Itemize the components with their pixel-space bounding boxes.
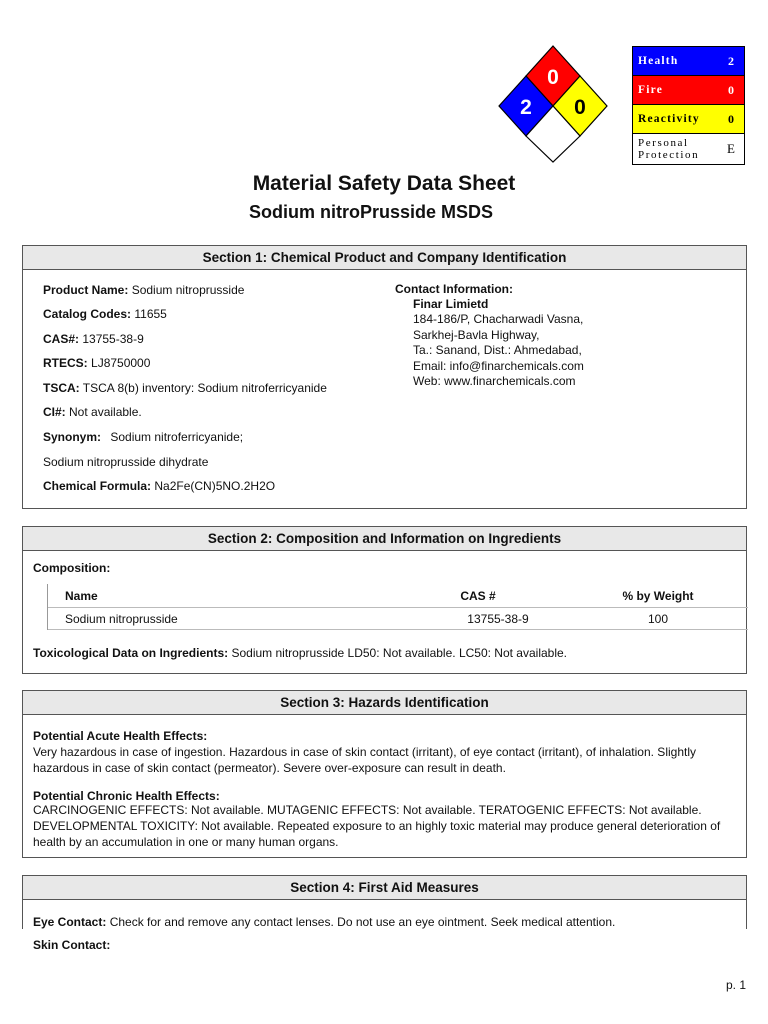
hmis-ppe-value: E (727, 141, 735, 156)
synonym-value: Sodium nitroferricyanide; (110, 430, 244, 444)
tox-data-value: Sodium nitroprusside LD50: Not available. LC50: Not available. (231, 646, 568, 660)
product-name-label: Product Name: (43, 283, 129, 297)
tox-data-line (33, 646, 567, 660)
hmis-reactivity-row (633, 105, 744, 134)
hmis-ppe-row (633, 134, 744, 164)
hmis-ppe-label-line1: Personal (638, 137, 689, 149)
ci-line (43, 405, 142, 419)
hmis-health-label: Health (638, 55, 679, 67)
section-3-heading: Section 3: Hazards Identification (23, 691, 746, 715)
chronic-effects-text: CARCINOGENIC EFFECTS: Not available. MUTAGENIC EFFECTS: Not available. TERATOGENIC EFFECTS: Not available. DEVELOPMENTAL TOXICITY: Not available. Repeated exposure to an highly toxic material may produce general deterioration of health by an accumulation in one or many human organs. (33, 803, 721, 849)
address-line-2: Sarkhej-Bavla Highway, (413, 328, 540, 342)
contact-info-label: Contact Information: (395, 282, 513, 296)
contact-web[interactable]: Web: www.finarchemicals.com (413, 374, 576, 388)
section-2 (22, 526, 747, 674)
tox-data-label: Toxicological Data on Ingredients: (33, 646, 229, 660)
composition-table (47, 584, 748, 630)
hmis-fire-value: 0 (728, 82, 734, 97)
rtecs-label: RTECS: (43, 356, 88, 370)
synonym-label: Synonym: (43, 430, 102, 444)
chronic-effects-label: Potential Chronic Health Effects: (33, 789, 220, 803)
page-number: p. 1 (725, 978, 746, 992)
hmis-reactivity-label: Reactivity (638, 113, 700, 125)
product-name-line (43, 283, 244, 297)
hmis-health-row (633, 47, 744, 76)
tsca-line (43, 381, 327, 395)
hmis-ppe-label-line2: Protection (638, 149, 700, 161)
section-3 (22, 690, 747, 858)
hmis-health-value: 2 (728, 53, 734, 68)
nfpa-reactivity-value: 0 (574, 96, 586, 119)
tsca-value: TSCA 8(b) inventory: Sodium nitroferricyanide (82, 381, 327, 395)
catalog-value: 11655 (134, 307, 167, 321)
rtecs-line (43, 356, 150, 370)
nfpa-hazard-diamond (496, 44, 610, 164)
table-row (48, 608, 748, 630)
section-4 (22, 875, 747, 952)
section-1 (22, 245, 747, 509)
hmis-fire-row (633, 76, 744, 105)
col-cas-header: CAS # (460, 588, 496, 603)
catalog-label: Catalog Codes: (43, 307, 132, 321)
company-name: Finar Limietd (413, 297, 489, 311)
col-name-header: Name (65, 588, 98, 603)
hmis-reactivity-value: 0 (728, 111, 734, 126)
ingredient-weight: 100 (647, 611, 669, 626)
document-subtitle: Sodium nitroPrusside MSDS (248, 202, 494, 222)
address-line-3: Ta.: Sanand, Dist.: Ahmedabad, (413, 343, 582, 357)
ingredient-name: Sodium nitroprusside (65, 611, 178, 626)
formula-label: Chemical Formula: (43, 479, 152, 493)
rtecs-value: LJ8750000 (91, 356, 151, 370)
catalog-line (43, 307, 167, 321)
ci-label: CI#: (43, 405, 66, 419)
hmis-rating-table (632, 46, 745, 165)
eye-contact-line (33, 915, 615, 929)
skin-contact-label: Skin Contact: (33, 938, 111, 952)
synonym-line (43, 430, 243, 444)
cas-label: CAS#: (43, 332, 80, 346)
acute-effects-label: Potential Acute Health Effects: (33, 729, 208, 743)
hmis-fire-label: Fire (638, 84, 664, 96)
section-4-heading: Section 4: First Aid Measures (23, 876, 746, 900)
product-name-value: Sodium nitroprusside (131, 283, 245, 297)
contact-email[interactable]: Email: info@finarchemicals.com (413, 359, 584, 373)
composition-table-header (48, 584, 748, 608)
ci-value: Not available. (69, 405, 142, 419)
tsca-label: TSCA: (43, 381, 80, 395)
composition-label: Composition: (33, 561, 111, 575)
ingredient-cas: 13755-38-9 (467, 611, 529, 626)
formula-value: Na2Fe(CN)5NO.2H2O (154, 479, 276, 493)
address-line-1: 184-186/P, Chacharwadi Vasna, (413, 312, 584, 326)
hmis-ppe-label (633, 137, 718, 161)
synonym-line-2: Sodium nitroprusside dihydrate (43, 455, 209, 469)
nfpa-health-value: 2 (520, 96, 532, 119)
section-2-heading: Section 2: Composition and Information on Ingredients (23, 527, 746, 551)
formula-line (43, 479, 275, 493)
eye-contact-text: Check for and remove any contact lenses. Do not use an eye ointment. Seek medical attention. (109, 915, 616, 929)
nfpa-flammability-value: 0 (547, 66, 559, 89)
section-1-heading: Section 1: Chemical Product and Company Identification (23, 246, 746, 270)
acute-effects-text: Very hazardous in case of ingestion. Hazardous in case of skin contact (irritant), of eye contact (irritant), of inhalation. Slightly hazardous in case of skin contact (permeator). Severe over-exposure can result in death. (33, 745, 696, 775)
cas-value: 13755-38-9 (82, 332, 144, 346)
eye-contact-label: Eye Contact: (33, 915, 107, 929)
col-weight-header: % by Weight (622, 588, 694, 603)
cas-line (43, 332, 144, 346)
document-title: Material Safety Data Sheet (252, 172, 516, 195)
